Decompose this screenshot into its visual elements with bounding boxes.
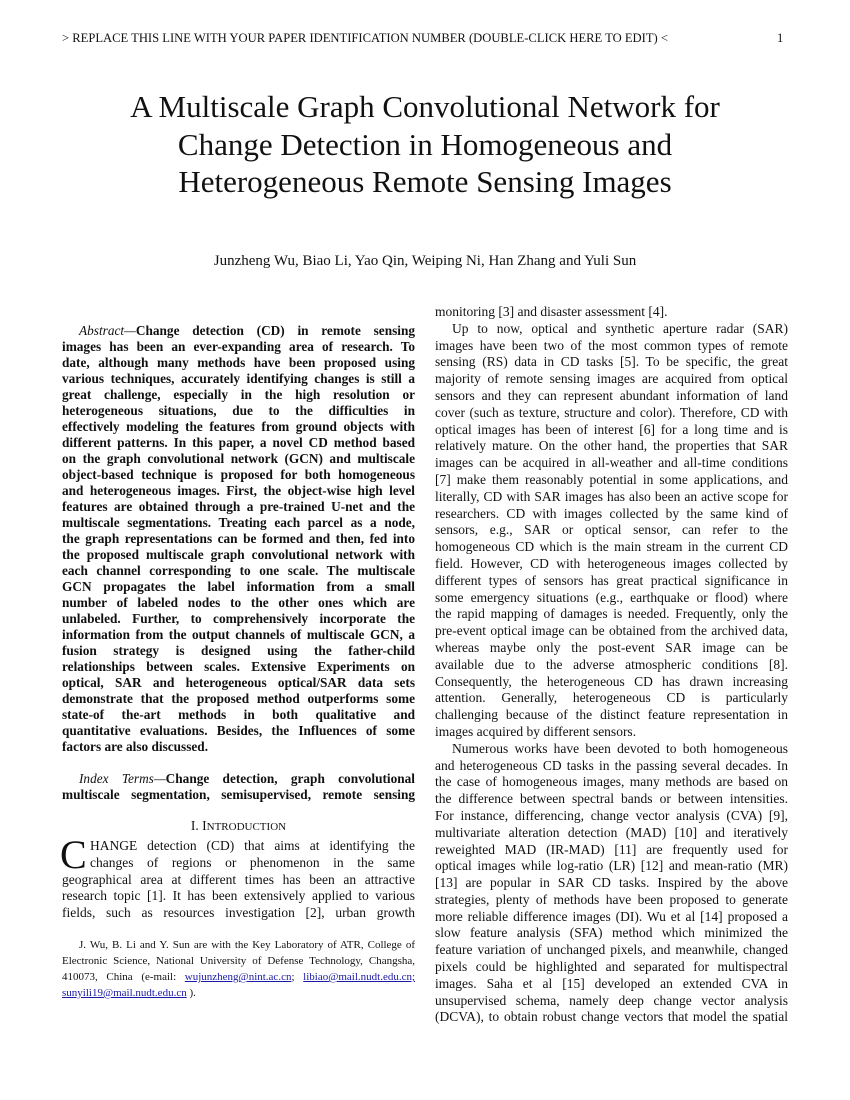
title-line: Change Detection in Homogeneous and: [177, 126, 673, 162]
abstract-line: factors are also discussed.: [62, 739, 209, 754]
footnote-text: ).: [186, 987, 196, 999]
section-title-rest: NTRODUCTION: [206, 821, 287, 833]
introduction-paragraph: [60, 832, 415, 922]
abstract-line: GCN propagates the label information from a small: [62, 579, 415, 594]
body-line: the difference between spectral bands or between intensities.: [435, 791, 788, 807]
running-header: > REPLACE THIS LINE WITH YOUR PAPER IDENTIFICATION NUMBER (DOUBLE-CLICK HERE TO EDIT) <: [62, 31, 668, 45]
body-line: and heterogeneous CD tasks in the passing several decades. In: [435, 757, 788, 773]
footnote: [62, 937, 415, 1001]
body-line: literally, CD with SAR images has also been an active scope for: [435, 488, 788, 504]
body-line: sensors, e.g., SAR or optical sensor, can refer to the: [435, 522, 788, 538]
index-terms-line: [62, 771, 415, 787]
section-initial: I: [202, 818, 207, 833]
index-terms-text: Change detection, graph convolutional: [165, 771, 415, 786]
abstract-line: on the graph convolutional network (GCN) and multiscale: [62, 451, 415, 466]
footnote-line: [62, 969, 415, 985]
intro-line: changes of regions or phenomenon in the same: [90, 854, 415, 870]
abstract-line: heterogeneous situations, due to the difficulties in: [62, 403, 415, 418]
abstract-line: quantitative evaluations. Besides, the Influences of some: [62, 723, 415, 738]
author-list: Junzheng Wu, Biao Li, Yao Qin, Weiping Ni, Han Zhang and Yuli Sun: [213, 253, 637, 269]
abstract-line: fusion strategy is designed using the father-child: [62, 643, 415, 658]
abstract-line: various techniques, accurately identifying changes is still a: [62, 371, 415, 386]
intro-line: research topic [1]. It has been extensively applied to various: [62, 888, 415, 904]
body-line: images acquired by different sensors.: [435, 723, 637, 739]
body-line: the rapid mapping of damages is needed. Frequently, only the: [435, 606, 788, 622]
intro-line: geographical area at different times has been an attractive: [62, 871, 415, 887]
abstract-line: optical, SAR and heterogeneous optical/SAR data sets: [62, 675, 415, 690]
page-number: 1: [777, 31, 784, 45]
body-line: images can be acquired in all-weather and all-time conditions: [435, 455, 788, 471]
intro-line: HANGE detection (CD) that aims at identifying the: [90, 838, 415, 853]
index-terms: [62, 771, 415, 803]
body-line: reweighted MAD (IR-MAD) [11] are frequently used for: [435, 841, 788, 857]
body-line: slow feature analysis (SFA) method which minimized the: [435, 925, 788, 941]
body-line: researchers. CD with images collected by the same kind of: [435, 505, 788, 521]
paper-title: [0, 88, 850, 201]
abstract-line: features are obtained through a pre-trained U-net and the: [62, 499, 415, 514]
body-line: [7] make them reasonably potential in some applications, and: [435, 471, 788, 487]
section-heading: [62, 817, 415, 834]
body-line: pre-event optical image can be obtained from the archived data,: [435, 623, 788, 639]
abstract-line: different patterns. In this paper, a novel CD method based: [62, 435, 415, 450]
abstract-line: relationships between scales. Extensive Experiments on: [62, 659, 415, 674]
footnote-line: Electronic Science, National University of Defense Technology, Changsha,: [62, 955, 415, 967]
email-link[interactable]: libiao@mail.nudt.edu.cn;: [303, 971, 415, 983]
abstract-line: number of labeled nodes to the other ones which are: [62, 595, 415, 610]
abstract-line: demonstrate that the proposed method outperforms some: [62, 691, 415, 706]
abstract-line: images has been an ever-expanding area of research. To: [62, 339, 415, 354]
left-column: [62, 323, 415, 922]
section-number: I.: [190, 818, 199, 833]
abstract-line: the proposed multiscale graph convolutional network with: [62, 547, 415, 562]
body-line: different types of sensors has great practical significance in: [435, 572, 788, 588]
body-line: cover (such as texture, structure and color). Therefore, CD with: [435, 404, 788, 420]
body-line: Numerous works have been devoted to both homogeneous: [452, 740, 788, 756]
abstract-line: effectively modeling the features from ground objects with: [62, 419, 415, 434]
body-line: sensing (RS) data in CD tasks [5]. To be specific, the great: [435, 354, 788, 370]
footnote-text: 410073, China (e-mail:: [62, 971, 177, 983]
abstract-text: Change detection (CD) in remote sensing: [135, 323, 415, 338]
index-terms-label: Index Terms—: [79, 771, 166, 786]
body-line: images. Saha et al [15] developed an extended CVA in: [435, 975, 788, 991]
abstract-line: date, although many methods have been proposed using: [62, 355, 415, 370]
body-line: (DCVA), to obtain robust change vectors that model the spatial: [435, 1009, 788, 1025]
footnote-line: J. Wu, B. Li and Y. Sun are with the Key Laboratory of ATR, College of: [79, 939, 415, 951]
body-line: challenging because of the distinct feature representation in: [435, 707, 788, 723]
abstract-line: and heterogeneous images. First, the object-wise high level: [62, 483, 415, 498]
body-line: field. However, CD with heterogeneous images collected by: [435, 555, 788, 571]
email-link[interactable]: wujunzheng@nint.ac.cn: [184, 971, 292, 983]
body-line: some emergency situations (e.g., earthquake or flood) where: [435, 589, 788, 605]
abstract-line: each channel corresponding to one scale. The multiscale: [62, 563, 415, 578]
body-line: relatively mature. On the other hand, the properties that SAR: [435, 438, 788, 454]
right-column: [435, 304, 788, 1026]
abstract-line: the graph representations can be formed and then, fed into: [62, 531, 415, 546]
abstract: [62, 323, 415, 755]
body-line: feature variation of unchanged pixels, and meanwhile, changed: [435, 942, 788, 958]
body-line: Consequently, the heterogeneous CD has drawn increasing: [435, 673, 788, 689]
abstract-line: unlabeled. Further, to comprehensively incorporate the: [62, 611, 415, 626]
title-line: Heterogeneous Remote Sensing Images: [178, 164, 672, 199]
body-line: majority of remote sensing images are acquired from optical: [435, 371, 788, 387]
footnote-line: [62, 985, 415, 1001]
body-line: attention. Generally, heterogeneous CD is particularly: [435, 690, 788, 706]
abstract-line: information from the output channels of multiscale GCN, a: [62, 627, 415, 642]
body-line: whereas maybe only the post-event SAR image can be: [435, 639, 788, 655]
body-line: the case of homogeneous images, many methods are based on: [435, 774, 788, 790]
body-line: optical images has been of interest [6] for a long time and is: [435, 421, 788, 437]
body-line: more reliable difference images (DI). Wu et al [14] proposed a: [435, 908, 788, 924]
separator: ;: [291, 971, 295, 983]
body-line: monitoring [3] and disaster assessment [4].: [435, 304, 668, 319]
body-line: strategies, plenty of methods have been proposed to generate: [435, 891, 788, 907]
body-line: images have been two of the most common types of remote: [435, 337, 788, 353]
abstract-label: Abstract—: [79, 323, 136, 338]
body-line: multivariate alteration detection (MAD) [10] and iteratively: [435, 824, 788, 840]
drop-cap: C: [60, 832, 87, 877]
body-line: available due to the adverse atmospheric conditions [8].: [435, 656, 788, 672]
body-line: [13] are popular in SAR CD tasks. Inspired by the above: [435, 875, 788, 891]
body-line: Up to now, optical and synthetic aperture radar (SAR): [452, 320, 788, 336]
abstract-line: state-of the-art methods in both qualitative and: [62, 707, 415, 722]
body-line: pixels could be highlighted and separated for multispectral: [435, 959, 788, 975]
title-line: A Multiscale Graph Convolutional Network for: [130, 89, 720, 124]
body-line: For instance, differencing, change vector analysis (CVA) [9],: [435, 807, 788, 823]
abstract-line: multiscale segmentations. Treating each parcel as a node,: [62, 515, 415, 530]
intro-line: fields, such as resources investigation [2], urban growth: [62, 905, 415, 921]
abstract-line: [62, 323, 415, 339]
body-line: unsupervised schema, namely deep change vector analysis: [435, 992, 788, 1008]
index-terms-line: multiscale segmentation, semisupervised, remote sensing: [62, 787, 415, 802]
abstract-line: great challenge, especially in the high resolution or: [62, 387, 415, 402]
abstract-line: object-based technique is proposed for both homogeneous: [62, 467, 415, 482]
body-line: homogeneous CD which is the main stream in the current CD: [435, 539, 788, 555]
body-line: sensors and they can represent abundant information of land: [435, 387, 788, 403]
email-link[interactable]: sunyili19@mail.nudt.edu.cn: [62, 987, 187, 999]
body-line: optical images while log-ratio (LR) [12] and mean-ratio (MR): [435, 858, 788, 874]
